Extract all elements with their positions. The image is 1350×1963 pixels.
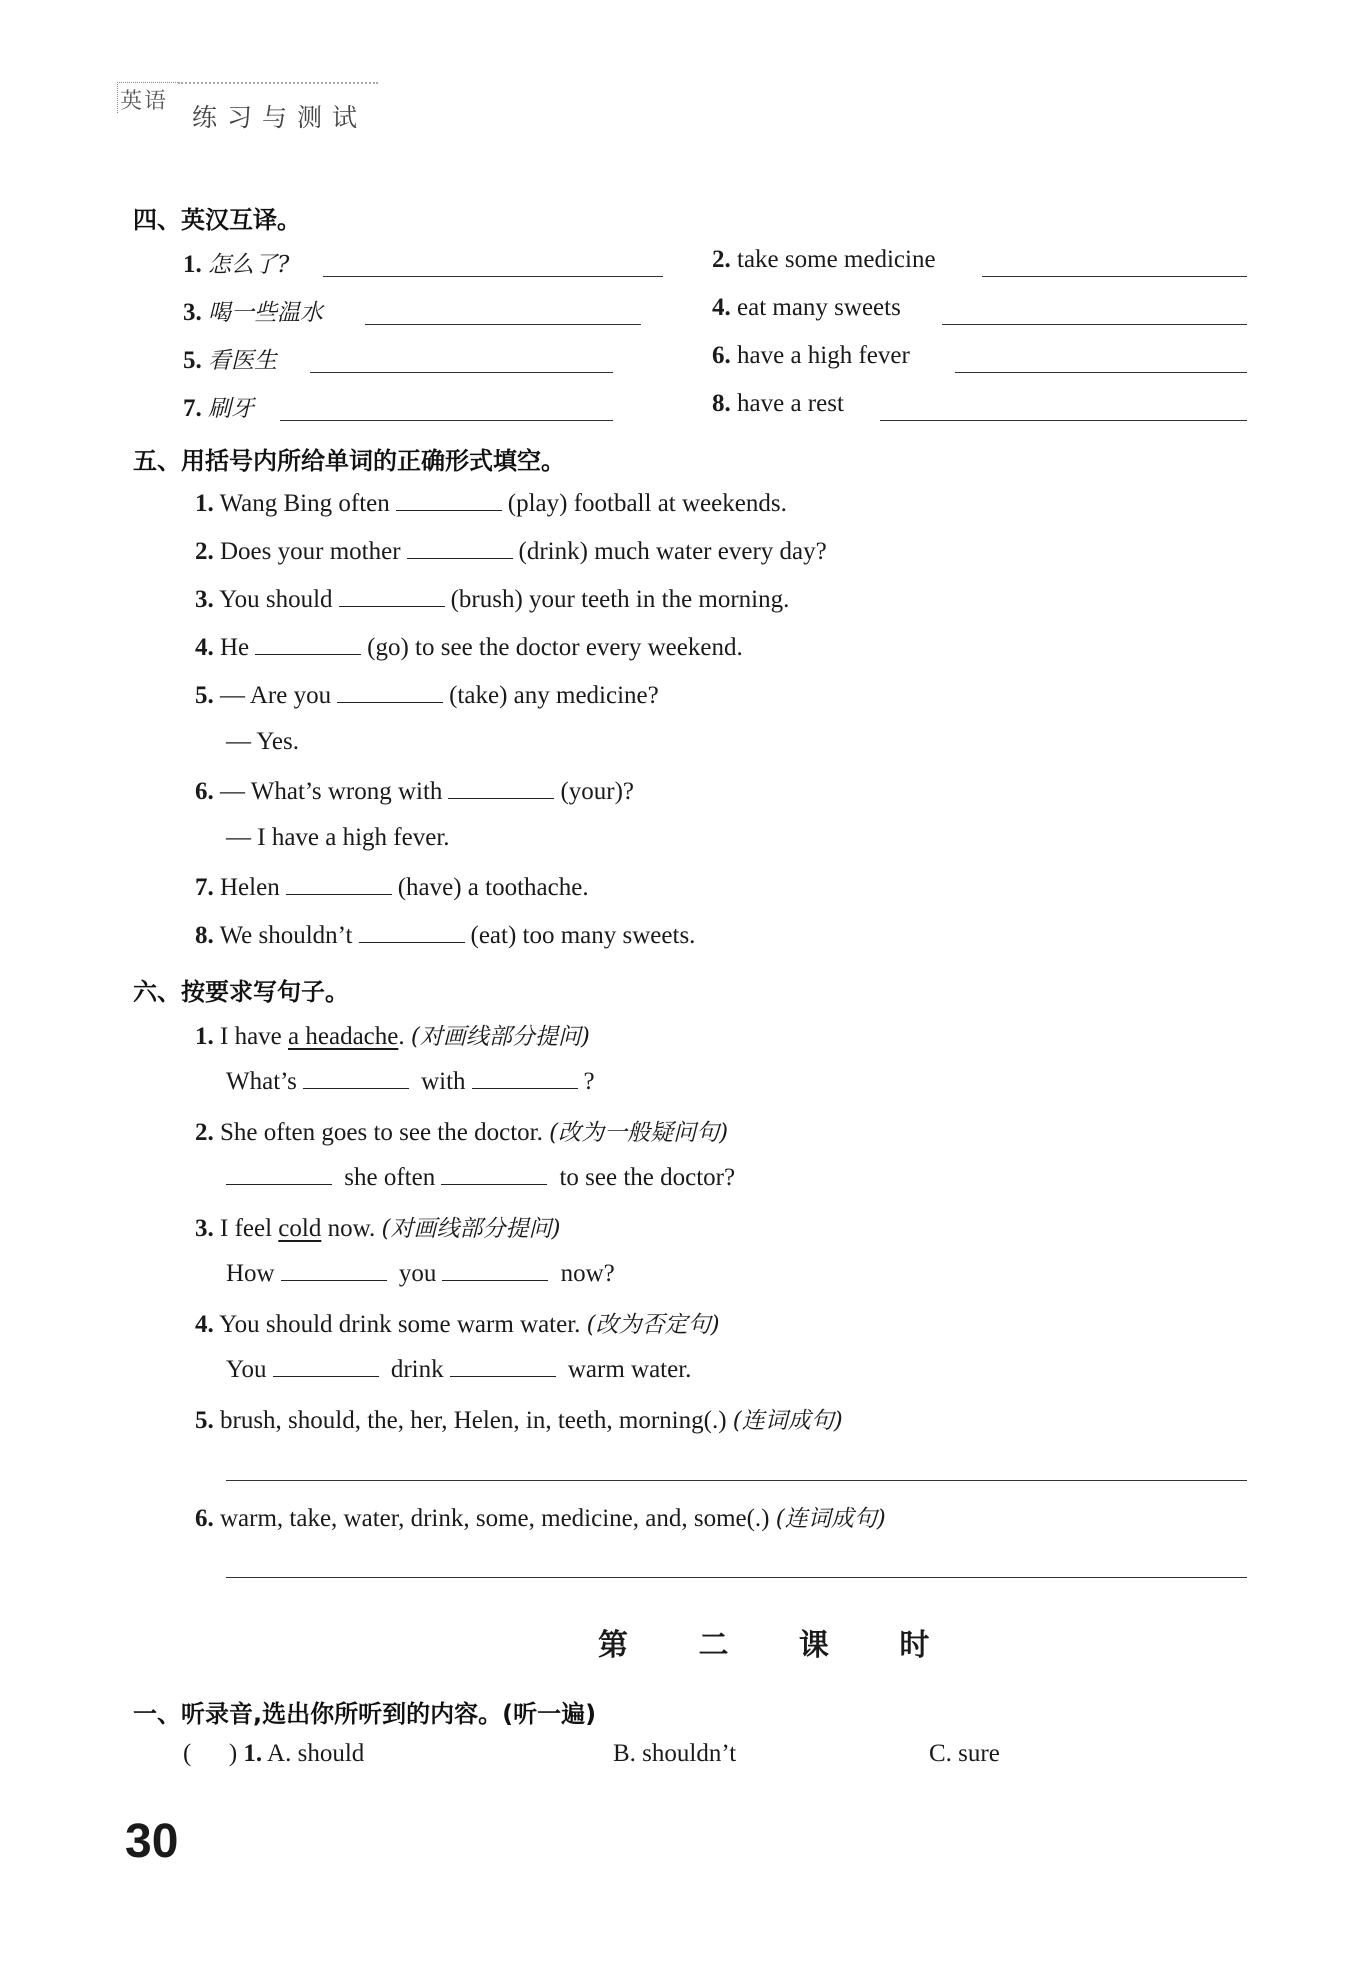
- sec6-q3: 3. I feel cold now. (对画线部分提问): [195, 1215, 561, 1242]
- header-subject: 英语: [120, 89, 169, 114]
- sec5-item-8: 8. We shouldn’t (eat) too many sweets.: [195, 922, 696, 949]
- answer-line[interactable]: [310, 372, 613, 373]
- answer-line[interactable]: [365, 324, 641, 325]
- option-c: C. sure: [929, 1740, 1000, 1767]
- option-a: A. should: [267, 1740, 365, 1767]
- section-5-title: 五、用括号内所给单词的正确形式填空。: [133, 447, 565, 475]
- fill-blank[interactable]: [472, 1066, 578, 1089]
- answer-line[interactable]: [226, 1480, 1247, 1481]
- fill-blank[interactable]: [441, 1162, 547, 1185]
- answer-paren[interactable]: ( ): [183, 1740, 238, 1767]
- sec5-item-4: 4. He (go) to see the doctor every weekend.: [195, 634, 743, 661]
- answer-line[interactable]: [226, 1577, 1247, 1578]
- lesson-heading: 第 二 课 时: [598, 1628, 960, 1663]
- fill-blank[interactable]: [226, 1162, 332, 1185]
- sec6-q2-answer: she often to see the doctor?: [220, 1162, 735, 1192]
- sec5-item-1: 1. Wang Bing often (play) football at weekends.: [195, 490, 787, 517]
- fill-blank[interactable]: [448, 776, 554, 799]
- sec1-item-1: ( ) 1. A. should: [183, 1740, 365, 1767]
- answer-line[interactable]: [942, 324, 1247, 325]
- instruction: (连词成句): [775, 1506, 886, 1532]
- answer-line[interactable]: [982, 276, 1247, 277]
- sec6-q2: 2. She often goes to see the doctor. (改为一般疑问句): [195, 1119, 729, 1146]
- underlined-phrase: cold: [278, 1215, 322, 1242]
- section-6-title: 六、按要求写句子。: [133, 978, 349, 1006]
- fill-blank[interactable]: [255, 632, 361, 655]
- sec5-item-7: 7. Helen (have) a toothache.: [195, 874, 589, 901]
- instruction: (对画线部分提问): [410, 1024, 590, 1050]
- header-book-title: 练习与测试: [192, 103, 368, 132]
- fill-blank[interactable]: [359, 920, 465, 943]
- instruction: (改为否定句): [586, 1312, 720, 1338]
- instruction: (对画线部分提问): [381, 1216, 561, 1242]
- sec6-q1-answer: What’s with ?: [226, 1068, 595, 1095]
- fill-blank[interactable]: [281, 1258, 387, 1281]
- sec6-q3-answer: How you now?: [226, 1260, 615, 1287]
- sec5-item-6: 6. — What’s wrong with (your)?: [195, 778, 635, 805]
- answer-line[interactable]: [955, 372, 1247, 373]
- sec4-item-3: 3. 喝一些温水: [183, 299, 323, 326]
- section-4-title: 四、英汉互译。: [133, 206, 301, 234]
- sec6-q4-answer: You drink warm water.: [226, 1356, 692, 1383]
- sec4-item-6: 6. have a high fever: [712, 342, 910, 369]
- sec5-item-3: 3. You should (brush) your teeth in the morning.: [195, 586, 790, 613]
- option-b: B. shouldn’t: [613, 1740, 737, 1767]
- sec4-item-7: 7. 刷牙: [183, 395, 254, 422]
- fill-blank[interactable]: [337, 680, 443, 703]
- sec6-q6: 6. warm, take, water, drink, some, medicine, and, some(.) (连词成句): [195, 1505, 886, 1532]
- answer-line[interactable]: [880, 420, 1247, 421]
- section-1-title: 一、听录音,选出你所听到的内容。(听一遍): [133, 1700, 597, 1728]
- page-number: 30: [125, 1815, 179, 1868]
- fill-blank[interactable]: [407, 536, 513, 559]
- fill-blank[interactable]: [273, 1354, 379, 1377]
- sec4-item-8: 8. have a rest: [712, 390, 844, 417]
- sec6-q5: 5. brush, should, the, her, Helen, in, teeth, morning(.) (连词成句): [195, 1407, 843, 1434]
- fill-blank[interactable]: [450, 1354, 556, 1377]
- underlined-phrase: a headache: [288, 1023, 399, 1050]
- instruction: (改为一般疑问句): [549, 1120, 729, 1146]
- fill-blank[interactable]: [339, 584, 445, 607]
- sec5-item-5: 5. — Are you (take) any medicine?: [195, 682, 659, 709]
- sec5-item-6-reply: — I have a high fever.: [226, 824, 450, 851]
- fill-blank[interactable]: [286, 872, 392, 895]
- sec5-item-5-reply: — Yes.: [226, 728, 299, 755]
- sec6-q4: 4. You should drink some warm water. (改为否定句): [195, 1311, 720, 1338]
- sec6-q1: 1. I have a headache. (对画线部分提问): [195, 1023, 590, 1050]
- answer-line[interactable]: [280, 420, 613, 421]
- sec4-item-1: 1. 怎么了?: [183, 251, 290, 278]
- header-dotted-rule: [178, 82, 378, 84]
- fill-blank[interactable]: [396, 488, 502, 511]
- instruction: (连词成句): [732, 1408, 843, 1434]
- fill-blank[interactable]: [303, 1066, 409, 1089]
- sec5-item-2: 2. Does your mother (drink) much water every day?: [195, 538, 827, 565]
- answer-line[interactable]: [323, 276, 663, 277]
- fill-blank[interactable]: [442, 1258, 548, 1281]
- sec4-item-4: 4. eat many sweets: [712, 294, 901, 321]
- sec4-item-2: 2. take some medicine: [712, 246, 936, 273]
- sec4-item-5: 5. 看医生: [183, 347, 277, 374]
